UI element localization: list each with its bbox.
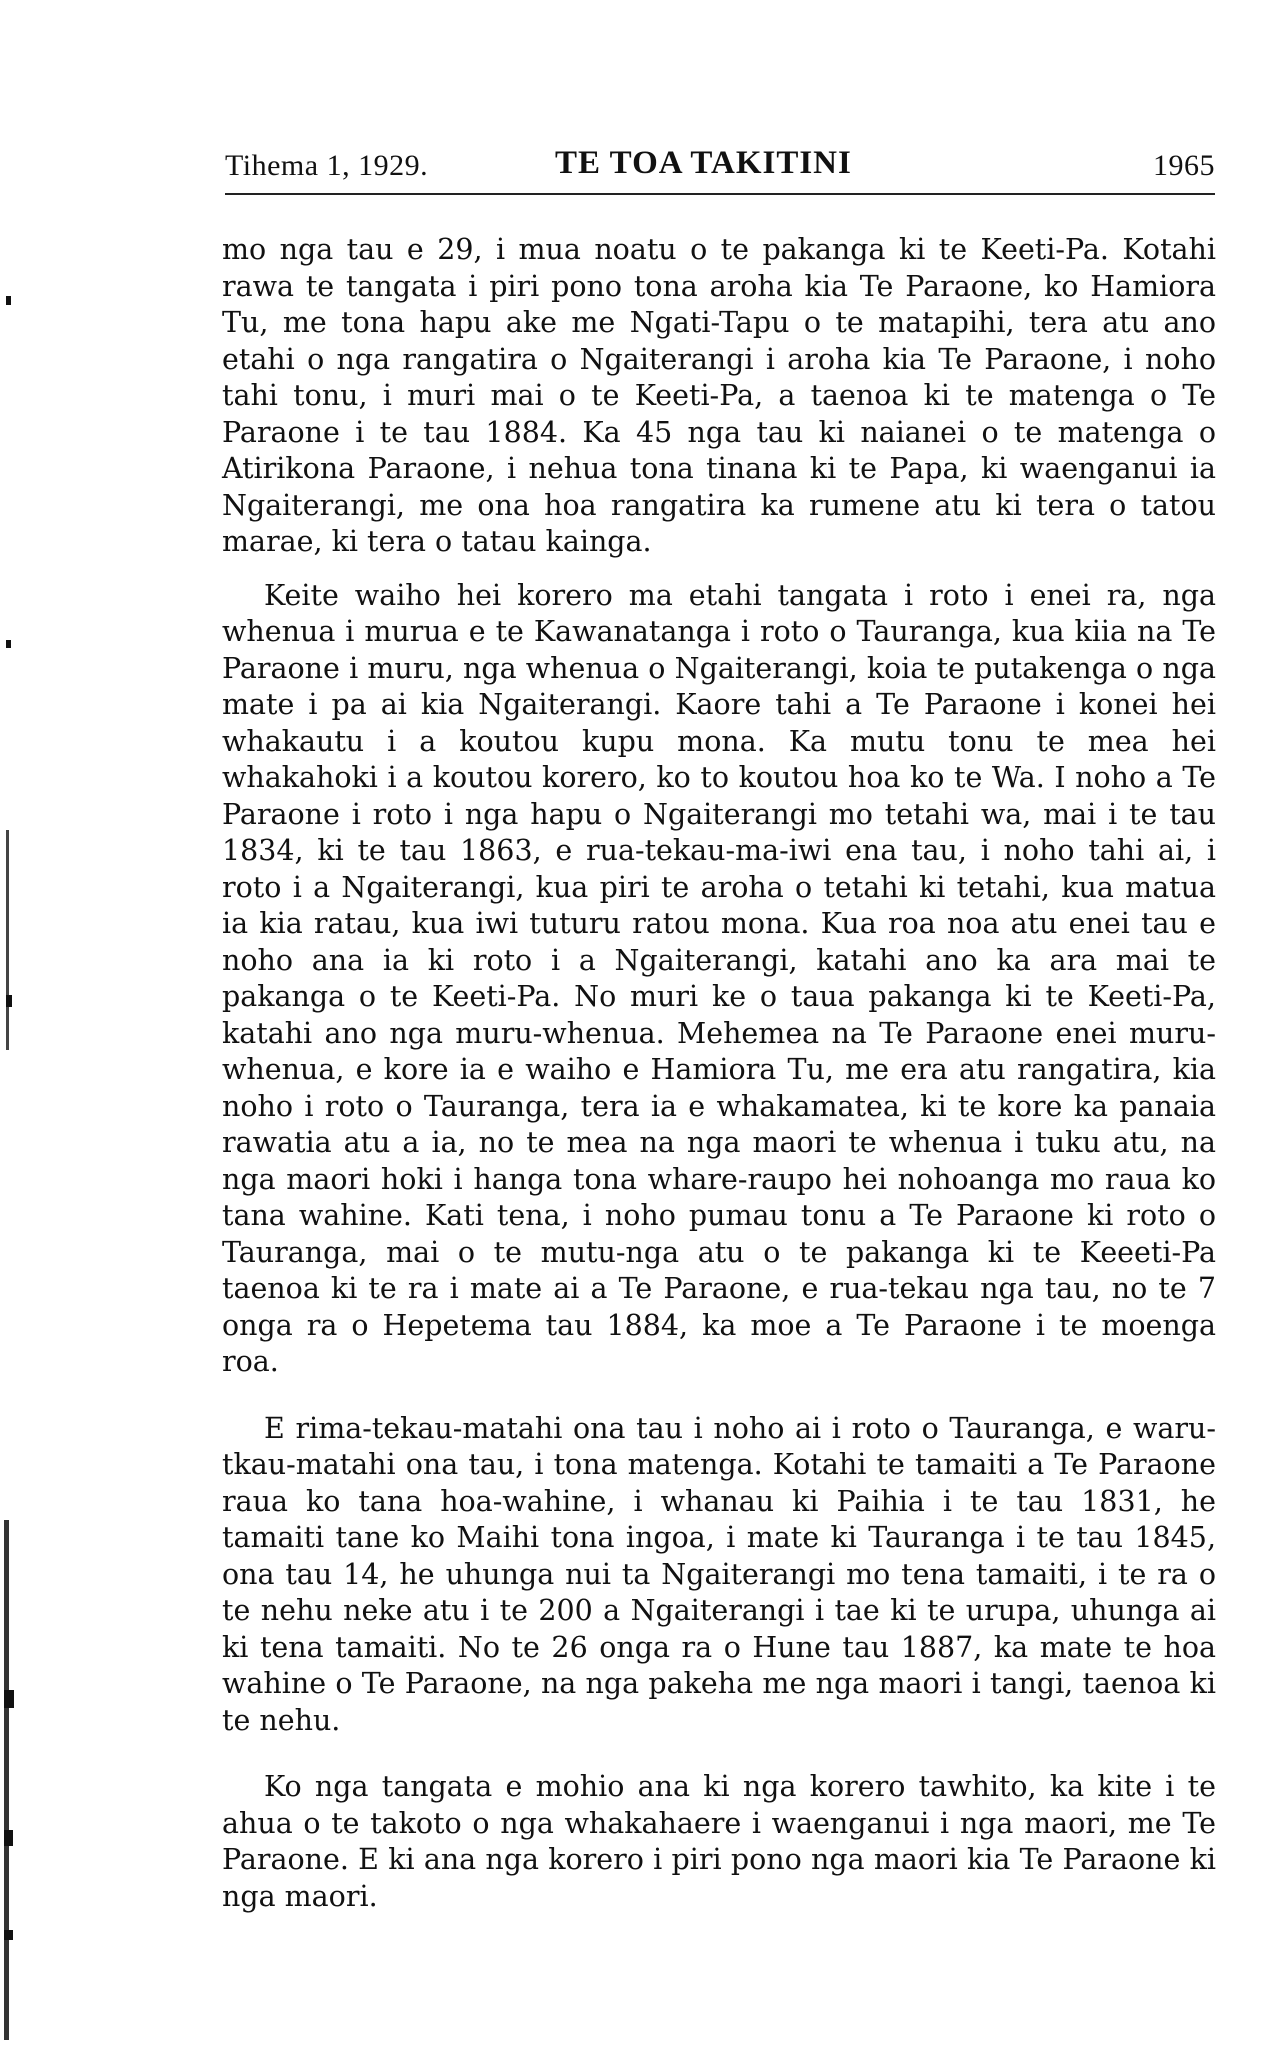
paragraph-2: Keite waiho hei korero ma etahi tangata i roto i enei ra, nga whenua i murua e te Kawanatanga i roto o Tauranga, kua kiia na Te Paraone i muru, nga whenua o Ngaiterangi, koia te putakenga o nga mate i pa ai kia Ngaiterangi. Kaore tahi a Te Paraone i konei hei whakautu i a koutou kupu mona. Ka mutu tonu te mea hei whakahoki i a koutou korero, ko to koutou hoa ko te Wa. I noho a Te Paraone i roto i nga hapu o Ngaiterangi mo tetahi wa, mai i te tau 1834, ki te tau 1863, e rua-tekau-ma-iwi ena tau, i noho tahi ai, i roto i a Ngaiterangi, kua piri te aroha o tetahi ki tetahi, kua matua ia kia ratau, kua iwi tuturu ratou mona. Kua roa noa atu enei tau e noho ana ia ki roto i a Ngaiterangi, katahi ano ka ara mai te pakanga o te Keeti-Pa. No muri ke o taua pakanga ki te Keeti-Pa, katahi ano nga muru-whenua. Mehemea na Te Paraone enei muru-whenua, e kore ia e waiho e Hamiora Tu, me era atu rangatira, kia noho i roto o Tauranga, tera ia e whakamatea, ki te kore ka panaia rawatia atu a ia, no te mea na nga maori te whenua i tuku atu, na nga maori hoki i hanga tona whare-raupo hei nohoanga mo raua ko tana wahine. Kati tena, i noho pumau tonu a Te Paraone ki roto o Tauranga, mai o te mutu-nga atu o te pakanga ki te Keeeti-Pa taenoa ki te ra i mate ai a Te Paraone, e rua-tekau nga tau, no te 7 onga ra o Hepetema tau 1884, ka moe a Te Paraone i te moenga roa. <box>222 578 1216 1378</box>
scan-edge-mark <box>6 296 11 305</box>
scan-edge-mark <box>6 995 12 1007</box>
paragraph-4: Ko nga tangata e mohio ana ki nga korero tawhito, ka kite i te ahua o te takoto o nga whakahaere i waenganui i nga maori, me Te Paraone. E ki ana nga korero i piri pono nga maori kia Te Paraone ki nga maori. <box>222 1770 1216 1913</box>
page-number: 1965 <box>1153 149 1215 182</box>
header-date: Tihema 1, 1929. <box>225 149 429 182</box>
scan-edge-mark <box>6 640 11 648</box>
article-body <box>222 232 1216 1915</box>
scan-edge-mark <box>4 1830 13 1846</box>
scan-edge-mark <box>4 1690 14 1708</box>
header-rule <box>225 193 1215 195</box>
scan-edge-mark <box>6 830 9 1050</box>
paragraph-1: mo nga tau e 29, i mua noatu o te pakanga ki te Keeti-Pa. Kotahi rawa te tangata i piri pono tona aroha kia Te Paraone, ko Hamiora Tu, me tona hapu ake me Ngati-Tapu o te matapihi, tera atu ano etahi o nga rangatira o Ngaiterangi i aroha kia Te Paraone, i noho tahi tonu, i muri mai o te Keeti-Pa, a taenoa ki te matenga o Te Paraone i te tau 1884. Ka 45 nga tau ki naianei o te matenga o Atirikona Paraone, i nehua tona tinana ki te Papa, ki waenganui ia Ngaiterangi, me ona hoa rangatira ka rumene atu ki tera o tatou marae, ki tera o tatau kainga. <box>222 233 1216 558</box>
paragraph-3: E rima-tekau-matahi ona tau i noho ai i roto o Tauranga, e waru-tkau-matahi ona tau, i tona matenga. Kotahi te tamaiti a Te Paraone raua ko tana hoa-wahine, i whanau ki Paihia i te tau 1831, he tamaiti tane ko Maihi tona ingoa, i mate ki Tauranga i te tau 1845, ona tau 14, he uhunga nui ta Ngaiterangi mo tena tamaiti, i te ra o te nehu neke atu i te 200 a Ngaiterangi i tae ki te urupa, uhunga ai ki tena tamaiti. No te 26 onga ra o Hune tau 1887, ka mate te hoa wahine o Te Paraone, na nga pakeha me nga maori i tangi, taenoa ki te nehu. <box>222 1411 1216 1737</box>
scan-edge-mark <box>4 1520 9 2040</box>
publication-title: TE TOA TAKITINI <box>555 145 852 181</box>
running-header <box>225 145 1215 185</box>
scan-edge-mark <box>4 1930 13 1940</box>
